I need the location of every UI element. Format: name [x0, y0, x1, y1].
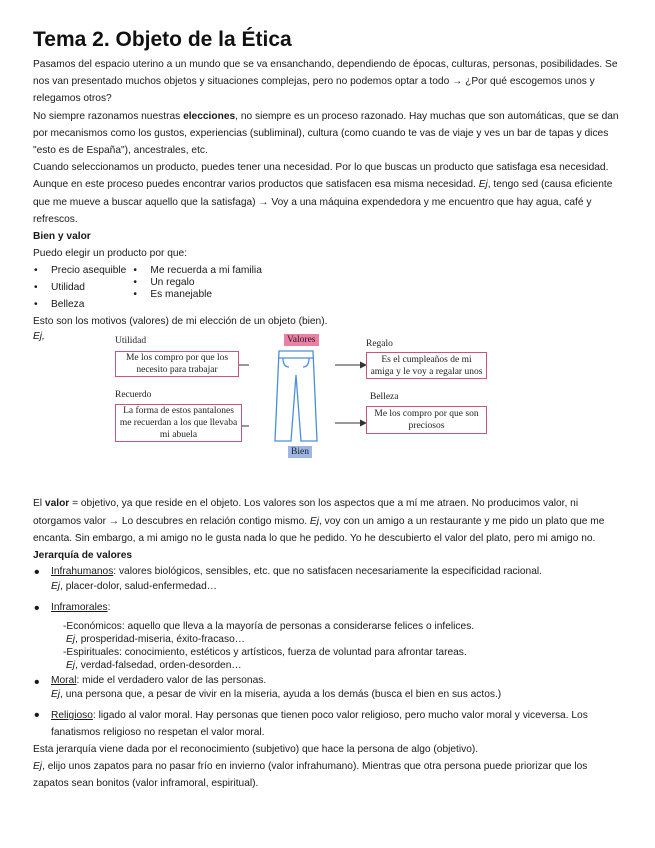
intro-paragraph-1: Pasamos del espacio uterino a un mundo que se va ensanchando, dependiendo de épocas, culturas, personas, posibilidades. Se nos van presentado muchos objetos y situaciones complejas, pero no podemos optar a todo → ¿Por qué escogemos unos y relegamos otros? — [33, 59, 618, 105]
intro-paragraph-3: Cuando seleccionamos un producto, puedes tener una necesidad. Por lo que buscas un producto que satisfaga esa necesidad. Aunque en este proceso puedes encontrar varios productos que satisfacen esa misma necesidad. Ej, tengo sed (causa eficiente que me mueve a buscar aquello que la satisfaga) → Voy a una máquina expendedora y me encuentro que hay agua, café y refrescos. — [33, 162, 613, 225]
center-bottom-tag: Bien — [288, 446, 312, 458]
top-right-label: Regalo — [366, 339, 393, 350]
bien-valor-lead: Puedo elegir un producto por que: — [33, 248, 188, 260]
spacer — [33, 481, 623, 495]
list-item: • Me recuerda a mi familia — [132, 265, 262, 277]
list-item-inframorales: • Inframorales: -Económicos: aquello que lleva a la mayoría de personas a considerarse felices o infelices. Ej, prosperidad-miseria, éxito-fracaso… -Espirituales: conocimiento, estéticos y artísticos, fuerza de voluntad para afrontar tareas. Ej, verdad-falsedad, orden-desorden… — [33, 600, 623, 672]
bottom-right-label: Belleza — [370, 392, 399, 403]
page-title: Tema 2. Objeto de la Ética — [33, 28, 292, 51]
closing-paragraph-1: Esta jerarquía viene dada por el reconocimiento (subjetivo) que hace la persona de algo (objetivo). — [33, 744, 479, 756]
section-heading-jerarquia: Jerarquía de valores — [33, 550, 133, 562]
jeans-icon — [275, 351, 317, 441]
values-diagram — [33, 331, 623, 481]
list-item-infrahumanos: • Infrahumanos: valores biológicos, sensibles, etc. que no satisfacen necesariamente la especificidad racional. Ej, placer-dolor, salud-enfermedad… — [33, 564, 623, 594]
list-item: • Utilidad — [33, 279, 126, 296]
list-item: • Un regalo — [132, 277, 262, 289]
diagram-ej-label: Ej, — [33, 331, 45, 343]
intro-paragraph-2: No siempre razonamos nuestras elecciones, no siempre es un proceso razonado. Hay muchas que son automáticas, que se dan por mecanismos como los gustos, experiencias (subliminal), cultura (como cuando te vas de viaje y ves un bar de tapas y dices "esto es de España"), ancestrales, etc. — [33, 110, 619, 157]
section-heading-bien-valor: Bien y valor — [33, 231, 91, 243]
top-left-label: Utilidad — [115, 336, 147, 347]
top-right-box: Es el cumpleaños de mi amiga y le voy a regalar unos — [366, 352, 487, 379]
reasons-list-2 — [132, 262, 262, 313]
bottom-left-label: Recuerdo — [115, 390, 152, 401]
bottom-right-box: Me los compro por que son preciosos — [366, 406, 487, 434]
reasons-list-1 — [33, 262, 126, 313]
valor-paragraph: El valor = objetivo, ya que reside en el objeto. Los valores son los aspectos que a mí me atraen. No producimos valor, ni otorgamos valor → Lo descubres en relación contigo mismo. Ej, voy con un amigo a un restaurante y me pido un plato que me encanta. Sin embargo, a mi amigo no le gusta nada lo que he pedido. Yo he descubierto el valor del plato, pero mi amigo no. — [33, 498, 605, 544]
center-top-tag: Valores — [284, 334, 319, 346]
list-item-religioso: • Religioso: ligado al valor moral. Hay personas que tienen poco valor religioso, pero mucho valor moral y viceversa. Los fanatismos religioso no respetan el valor moral. — [33, 707, 623, 741]
reasons-lists — [33, 262, 623, 313]
top-left-box: Me los compro por que los necesito para trabajar — [115, 351, 239, 377]
document-page — [33, 27, 623, 793]
list-item: • Es manejable — [132, 289, 262, 301]
list-item: • Belleza — [33, 296, 126, 313]
closing-paragraph-2: Ej, elijo unos zapatos para no pasar frío en invierno (valor infrahumano). Mientras que otra persona puede priorizar que los zapatos sean bonitos (valor inframoral, espiritual). — [33, 761, 588, 790]
bottom-left-box: La forma de estos pantalones me recuerdan a los que llevaba mi abuela — [115, 404, 242, 442]
bien-valor-after: Esto son los motivos (valores) de mi elección de un objeto (bien). — [33, 316, 328, 328]
bold-elecciones: elecciones — [183, 110, 236, 122]
list-item-moral: • Moral: mide el verdadero valor de las personas. Ej, una persona que, a pesar de vivir en la miseria, ayuda a los demás (busca el bien en sus actos.) — [33, 674, 623, 702]
list-item: • Precio asequible — [33, 262, 126, 279]
